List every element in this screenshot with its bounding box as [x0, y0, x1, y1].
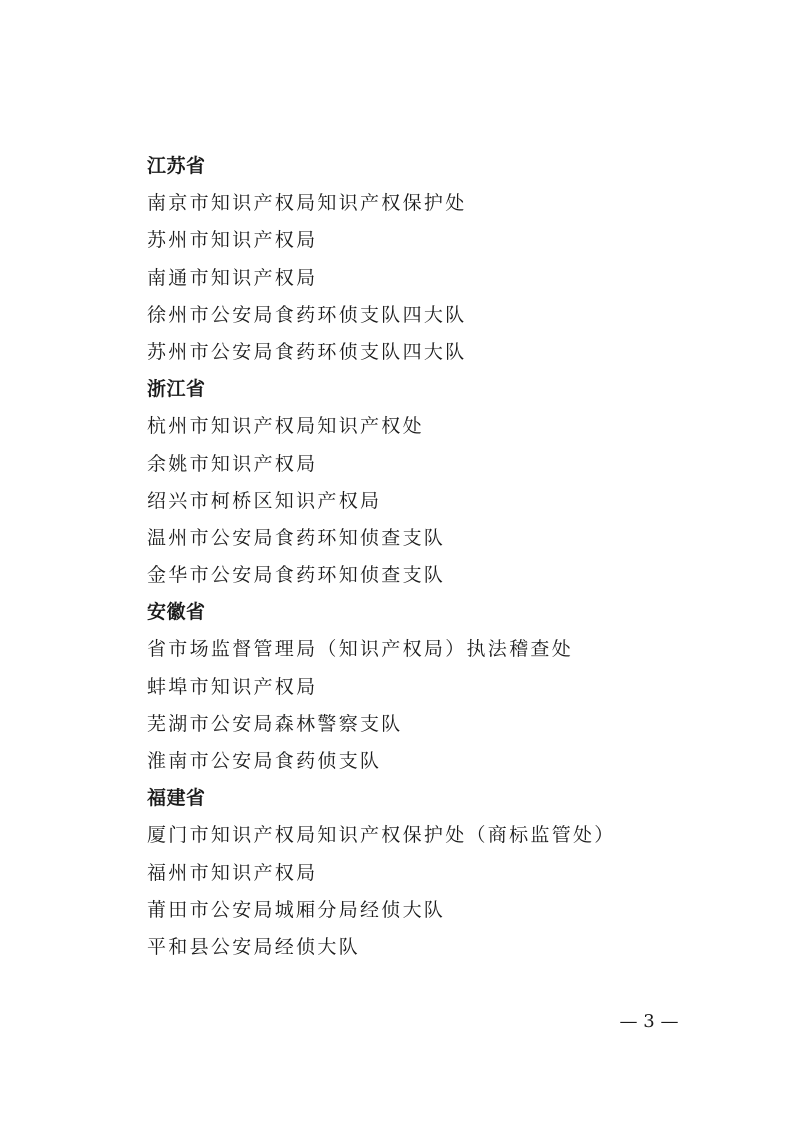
list-item: 绍兴市柯桥区知识产权局 [147, 489, 382, 512]
province-heading: 福建省 [147, 787, 206, 810]
province-heading: 浙江省 [147, 378, 206, 401]
list-item: 淮南市公安局食药侦支队 [147, 750, 382, 772]
list-item: 福州市知识产权局 [147, 861, 318, 884]
page-number: — 3 — [619, 1011, 679, 1032]
province-heading: 江苏省 [147, 155, 206, 177]
list-item: 徐州市公安局食药环侦支队四大队 [147, 303, 467, 326]
list-item: 蚌埠市知识产权局 [147, 675, 318, 698]
list-item: 杭州市知识产权局知识产权处 [147, 415, 424, 438]
list-item: 厦门市知识产权局知识产权保护处（商标监管处） [147, 824, 616, 847]
list-item: 金华市公安局食药环知侦查支队 [147, 564, 446, 587]
list-item: 温州市公安局食药环知侦查支队 [147, 526, 446, 549]
list-item: 莆田市公安局城厢分局经侦大队 [147, 898, 446, 921]
list-item: 南京市知识产权局知识产权保护处 [147, 192, 467, 215]
list-item: 余姚市知识产权局 [147, 452, 318, 475]
list-item: 南通市知识产权局 [147, 266, 318, 289]
list-item: 芜湖市公安局森林警察支队 [147, 712, 403, 735]
list-item: 平和县公安局经侦大队 [147, 935, 361, 958]
list-item: 省市场监督管理局（知识产权局）执法稽查处 [147, 638, 574, 661]
province-heading: 安徽省 [147, 601, 206, 624]
list-item: 苏州市公安局食药环侦支队四大队 [147, 340, 467, 363]
organization-list [147, 148, 707, 966]
list-item: 苏州市知识产权局 [147, 229, 318, 252]
